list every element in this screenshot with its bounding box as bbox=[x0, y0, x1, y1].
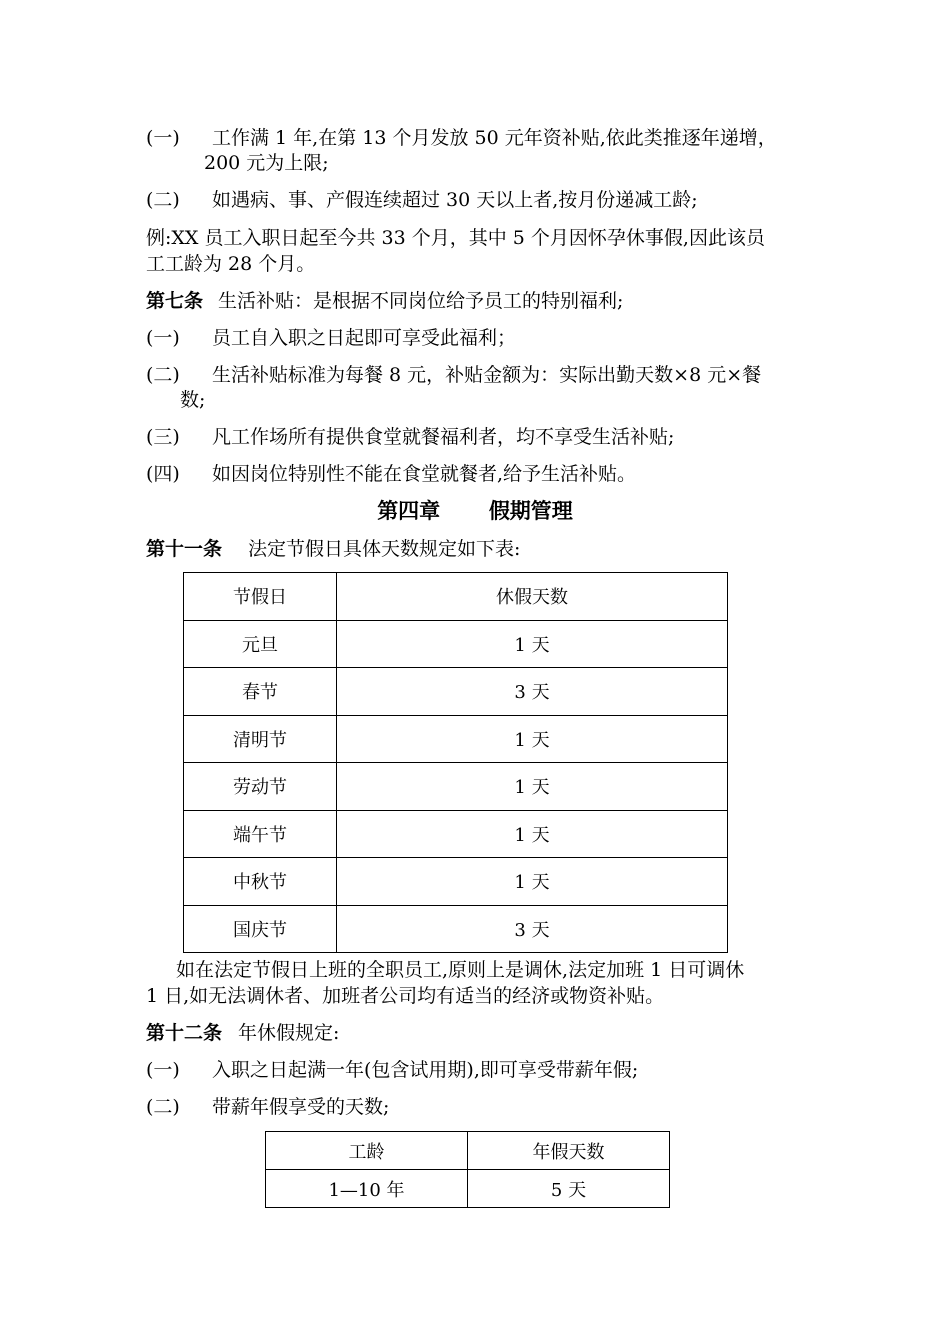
article-heading: 第七条 bbox=[146, 290, 204, 312]
item-number: (一) bbox=[146, 1059, 180, 1081]
item-number: (二) bbox=[146, 189, 180, 211]
table-cell: 清明节 bbox=[184, 715, 337, 763]
table-cell: 3 天 bbox=[337, 668, 728, 716]
table-cell: 1 天 bbox=[337, 763, 728, 811]
table-header-cell: 节假日 bbox=[184, 573, 337, 621]
paragraph-text: 200 元为上限; bbox=[204, 152, 329, 174]
annual-leave-table bbox=[265, 1131, 670, 1208]
paragraph-text: 生活补贴标准为每餐 8 元，补贴金额为：实际出勤天数×8 元×餐 bbox=[212, 364, 762, 386]
table-cell: 中秋节 bbox=[184, 858, 337, 906]
table-cell: 5 天 bbox=[468, 1170, 670, 1208]
paragraph-text: 数; bbox=[180, 389, 206, 411]
table-cell: 端午节 bbox=[184, 810, 337, 858]
table-header-cell: 休假天数 bbox=[337, 573, 728, 621]
table-row bbox=[184, 763, 728, 811]
paragraph-text: 1 日,如无法调休者、加班者公司均有适当的经济或物资补贴。 bbox=[146, 985, 665, 1007]
item-number: (一) bbox=[146, 127, 180, 149]
paragraph-text: 凡工作场所有提供食堂就餐福利者，均不享受生活补贴; bbox=[212, 426, 675, 448]
chapter-title: 假期管理 bbox=[488, 499, 573, 523]
table-row bbox=[184, 858, 728, 906]
table-cell: 劳动节 bbox=[184, 763, 337, 811]
article-text: 年休假规定: bbox=[238, 1022, 340, 1044]
table-cell: 1 天 bbox=[337, 620, 728, 668]
table-header-cell: 年假天数 bbox=[468, 1132, 670, 1170]
paragraph-text: 入职之日起满一年(包含试用期),即可享受带薪年假; bbox=[212, 1059, 639, 1081]
paragraph-text: 员工自入职之日起即可享受此福利； bbox=[212, 327, 517, 349]
table-cell: 国庆节 bbox=[184, 905, 337, 953]
table-row bbox=[266, 1170, 670, 1208]
table-cell: 3 天 bbox=[337, 905, 728, 953]
example-text: 例:XX 员工入职日起至今共 33 个月，其中 5 个月因怀孕休事假,因此该员 bbox=[146, 227, 765, 249]
article-text: 法定节假日具体天数规定如下表: bbox=[248, 538, 521, 560]
article-text: 生活补贴：是根据不同岗位给予员工的特别福利; bbox=[218, 290, 624, 312]
table-cell: 1 天 bbox=[337, 715, 728, 763]
table-cell: 1 天 bbox=[337, 810, 728, 858]
paragraph-text: 带薪年假享受的天数; bbox=[212, 1096, 390, 1118]
table-header-row bbox=[266, 1132, 670, 1170]
example-text: 工工龄为 28 个月。 bbox=[146, 253, 316, 275]
table-cell: 元旦 bbox=[184, 620, 337, 668]
table-row bbox=[184, 715, 728, 763]
item-number: (三) bbox=[146, 426, 180, 448]
table-cell: 1 天 bbox=[337, 858, 728, 906]
paragraph-text: 工作满 1 年,在第 13 个月发放 50 元年资补贴,依此类推逐年递增， bbox=[212, 127, 777, 149]
table-row bbox=[184, 620, 728, 668]
table-header-cell: 工龄 bbox=[266, 1132, 468, 1170]
table-row bbox=[184, 810, 728, 858]
item-number: (二) bbox=[146, 364, 180, 386]
table-header-row bbox=[184, 573, 728, 621]
table-row bbox=[184, 905, 728, 953]
paragraph-text: 如因岗位特别性不能在食堂就餐者,给予生活补贴。 bbox=[212, 463, 637, 485]
item-number: (一) bbox=[146, 327, 180, 349]
paragraph-text: 如在法定节假日上班的全职员工,原则上是调休,法定加班 1 日可调休 bbox=[176, 959, 745, 981]
table-cell: 春节 bbox=[184, 668, 337, 716]
table-row bbox=[184, 668, 728, 716]
article-heading: 第十二条 bbox=[146, 1022, 223, 1044]
item-number: (四) bbox=[146, 463, 180, 485]
table-cell: 1—10 年 bbox=[266, 1170, 468, 1208]
chapter-number: 第四章 bbox=[377, 499, 441, 523]
item-number: (二) bbox=[146, 1096, 180, 1118]
article-heading: 第十一条 bbox=[146, 538, 223, 560]
paragraph-text: 如遇病、事、产假连续超过 30 天以上者,按月份递减工龄; bbox=[212, 189, 698, 211]
chapter-heading bbox=[0, 498, 950, 524]
holiday-table bbox=[183, 572, 728, 953]
